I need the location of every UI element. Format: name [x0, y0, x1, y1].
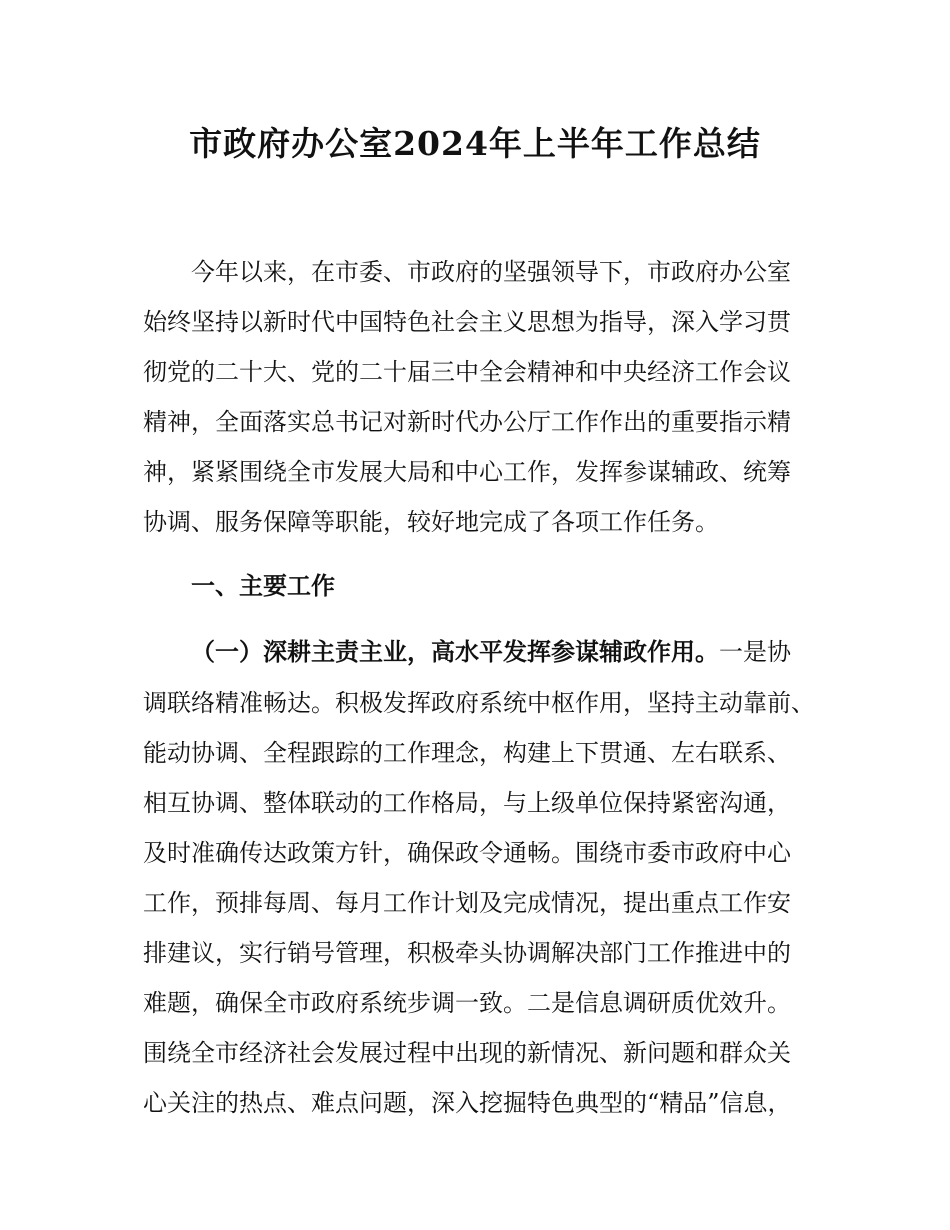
paragraph-line: 协调、服务保障等职能，较好地完成了各项工作任务。	[143, 508, 719, 536]
paragraph-line: 彻党的二十大、党的二十届三中全会精神和中央经济工作会议	[143, 358, 791, 386]
paragraph-line: 心关注的热点、难点问题，深入挖掘特色典型的“精品”信息，	[143, 1089, 792, 1117]
paragraph-line: 相互协调、整体联动的工作格局，与上级单位保持紧密沟通，	[143, 789, 791, 817]
paragraph-line: 及时准确传达政策方针，确保政令通畅。围绕市委市政府中心	[143, 839, 791, 867]
subsection-first-line	[143, 637, 833, 667]
paragraph-line: 围绕全市经济社会发展过程中出现的新情况、新问题和群众关	[143, 1039, 791, 1067]
paragraph-line: 始终坚持以新时代中国特色社会主义思想为指导，深入学习贯	[143, 308, 791, 336]
paragraph-line: 难题，确保全市政府系统步调一致。二是信息调研质优效升。	[143, 989, 791, 1017]
paragraph-text: 一是协	[719, 638, 791, 666]
paragraph-line: 今年以来，在市委、市政府的坚强领导下，市政府办公室	[191, 258, 791, 286]
section-heading: 一、主要工作	[191, 572, 335, 600]
paragraph-line: 工作，预排每周、每月工作计划及完成情况，提出重点工作安	[143, 889, 791, 917]
paragraph-line: 调联络精准畅达。积极发挥政府系统中枢作用，坚持主动靠前、	[143, 689, 815, 717]
document-title: 市政府办公室2024年上半年工作总结	[189, 124, 761, 163]
subsection-heading: （一）深耕主责主业，高水平发挥参谋辅政作用。	[191, 638, 719, 666]
paragraph-line: 精神，全面落实总书记对新时代办公厅工作作出的重要指示精	[143, 408, 791, 436]
paragraph-line: 能动协调、全程跟踪的工作理念，构建上下贯通、左右联系、	[143, 739, 791, 767]
paragraph-line: 神，紧紧围绕全市发展大局和中心工作，发挥参谋辅政、统筹	[143, 458, 791, 486]
paragraph-line: 排建议，实行销号管理，积极牵头协调解决部门工作推进中的	[143, 939, 791, 967]
